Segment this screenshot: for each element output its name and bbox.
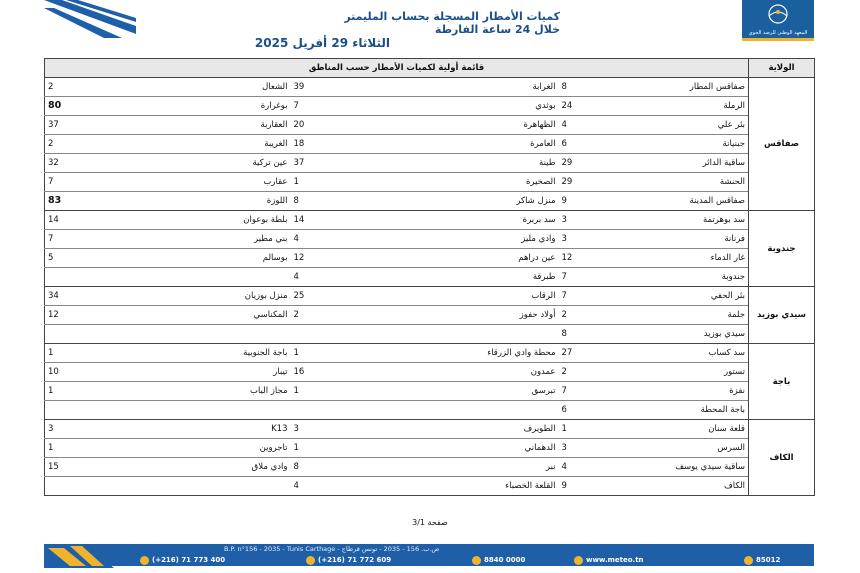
station-name-3: عقارب xyxy=(181,173,291,192)
station-name-2: القلعة الخصباء xyxy=(411,477,559,496)
rain-value-3: 7 xyxy=(45,230,181,249)
table-row xyxy=(45,439,815,458)
station-name-1: بئر علي xyxy=(599,116,749,135)
station-name-1: الكاف xyxy=(599,477,749,496)
report-date: الثلاثاء 29 أفريل 2025 xyxy=(254,36,390,50)
station-name-1: قلعة سنان xyxy=(599,420,749,439)
rain-value-2: 2 xyxy=(291,306,411,325)
footer-contacts xyxy=(134,554,814,566)
station-name-2: العامرة xyxy=(411,135,559,154)
phone-icon xyxy=(140,556,149,565)
table-row xyxy=(45,363,815,382)
station-name-3: اللوزة xyxy=(181,192,291,211)
page-footer xyxy=(44,538,814,568)
rain-value-1: 12 xyxy=(559,249,599,268)
region-name: باجة xyxy=(749,344,815,420)
table-row xyxy=(45,154,815,173)
table-row xyxy=(45,268,815,287)
station-name-1: باجة المحطة xyxy=(599,401,749,420)
table-row xyxy=(45,173,815,192)
page-number: صفحة 3/1 xyxy=(412,518,448,527)
rain-value-2: 1 xyxy=(291,382,411,401)
table-row xyxy=(45,287,815,306)
rain-value-1: 27 xyxy=(559,344,599,363)
table-row xyxy=(45,325,815,344)
table-row xyxy=(45,382,815,401)
station-name-3: المكناسي xyxy=(181,306,291,325)
station-name-3 xyxy=(181,325,291,344)
rain-value-1: 8 xyxy=(559,78,599,97)
rain-value-2: 7 xyxy=(291,97,411,116)
station-name-3: مجاز الباب xyxy=(181,382,291,401)
rain-value-2: 12 xyxy=(291,249,411,268)
footer-address: B.P. n°156 - 2035 - Tunis Carthage - ص.ب. 156 - 2035 - تونس قرطاج xyxy=(224,545,440,553)
station-name-3 xyxy=(181,477,291,496)
website-link[interactable]: www.meteo.tn xyxy=(574,554,644,566)
institute-logo xyxy=(742,0,814,41)
station-name-1: تستور xyxy=(599,363,749,382)
footer-stripes-icon xyxy=(44,538,134,568)
station-name-3: عين تركية xyxy=(181,154,291,173)
rain-value-3: 1 xyxy=(45,382,181,401)
rain-value-2: 1 xyxy=(291,439,411,458)
rain-value-2: 25 xyxy=(291,287,411,306)
rain-value-3 xyxy=(45,325,181,344)
short-code: 85012 xyxy=(744,554,780,566)
station-name-1: فرنانة xyxy=(599,230,749,249)
region-name: جندوبة xyxy=(749,211,815,287)
table-row xyxy=(45,458,815,477)
station-name-2: الدهماني xyxy=(411,439,559,458)
rain-value-3: 34 xyxy=(45,287,181,306)
station-name-3: العقاربة xyxy=(181,116,291,135)
table-row xyxy=(45,477,815,496)
rain-value-2: 4 xyxy=(291,230,411,249)
station-name-1: صفاقس المطار xyxy=(599,78,749,97)
rain-value-1: 3 xyxy=(559,439,599,458)
rain-value-3: 80 xyxy=(45,97,181,116)
station-name-3: منزل بوزيان xyxy=(181,287,291,306)
rain-value-3 xyxy=(45,268,181,287)
station-name-1: سد بوهرتمة xyxy=(599,211,749,230)
station-name-3: K13 xyxy=(181,420,291,439)
rain-value-3 xyxy=(45,477,181,496)
station-name-2: بوثدي xyxy=(411,97,559,116)
page-header xyxy=(0,0,860,58)
station-name-1: جلمة xyxy=(599,306,749,325)
station-name-3: تيبار xyxy=(181,363,291,382)
table-row xyxy=(45,249,815,268)
rain-value-2 xyxy=(291,325,411,344)
station-name-2: الطويرف xyxy=(411,420,559,439)
column-header-wilaya: الولاية xyxy=(749,59,815,78)
rain-value-2: 4 xyxy=(291,268,411,287)
rain-value-3: 14 xyxy=(45,211,181,230)
station-name-1: سد كساب xyxy=(599,344,749,363)
rain-value-1: 3 xyxy=(559,211,599,230)
table-row xyxy=(45,344,815,363)
station-name-2: طبرقة xyxy=(411,268,559,287)
station-name-2: نبر xyxy=(411,458,559,477)
rain-value-1: 8 xyxy=(559,325,599,344)
rain-value-1: 29 xyxy=(559,173,599,192)
station-name-1: جبنيانة xyxy=(599,135,749,154)
rain-value-2: 3 xyxy=(291,420,411,439)
rain-value-1: 6 xyxy=(559,135,599,154)
rain-value-1: 4 xyxy=(559,116,599,135)
station-name-1: ساقية سيدي يوسف xyxy=(599,458,749,477)
station-name-3: وادي ملاق xyxy=(181,458,291,477)
station-name-3: بوغرارة xyxy=(181,97,291,116)
station-name-1: السرس xyxy=(599,439,749,458)
rain-value-3: 32 xyxy=(45,154,181,173)
decorative-stripes-icon xyxy=(44,0,136,38)
web-icon xyxy=(574,556,583,565)
table-row xyxy=(45,306,815,325)
rain-value-2: 8 xyxy=(291,192,411,211)
rain-value-2: 8 xyxy=(291,458,411,477)
station-name-2: أولاد حفوز xyxy=(411,306,559,325)
rain-value-3: 2 xyxy=(45,78,181,97)
station-name-3: بني مطير xyxy=(181,230,291,249)
rain-value-2: 37 xyxy=(291,154,411,173)
rain-value-3: 1 xyxy=(45,439,181,458)
title-line-1: كميات الأمطار المسجلة بحساب المليمتر xyxy=(344,10,560,23)
rain-value-1: 4 xyxy=(559,458,599,477)
station-name-2: وادي مليز xyxy=(411,230,559,249)
rain-value-3: 37 xyxy=(45,116,181,135)
rain-value-2: 20 xyxy=(291,116,411,135)
station-name-2: عين دراهم xyxy=(411,249,559,268)
logo-caption: المعهد الوطني للرصد الجوي xyxy=(748,30,808,36)
rain-value-1: 2 xyxy=(559,306,599,325)
rain-value-3: 10 xyxy=(45,363,181,382)
rain-value-2: 4 xyxy=(291,477,411,496)
rain-value-3: 1 xyxy=(45,344,181,363)
rain-value-3: 12 xyxy=(45,306,181,325)
rain-value-1: 2 xyxy=(559,363,599,382)
station-name-3: تاجروين xyxy=(181,439,291,458)
rain-value-3: 2 xyxy=(45,135,181,154)
rain-value-2: 1 xyxy=(291,344,411,363)
station-name-2: الغرابة xyxy=(411,78,559,97)
rain-value-3 xyxy=(45,401,181,420)
station-name-1: نفزة xyxy=(599,382,749,401)
rain-value-1: 24 xyxy=(559,97,599,116)
rain-value-2 xyxy=(291,401,411,420)
table-row xyxy=(45,230,815,249)
phone-3: 8840 0000 xyxy=(472,554,525,566)
station-name-2: طينة xyxy=(411,154,559,173)
station-name-1: سيدي بوزيد xyxy=(599,325,749,344)
rain-value-3: 7 xyxy=(45,173,181,192)
table-body xyxy=(45,78,815,496)
station-name-3: الغريبة xyxy=(181,135,291,154)
rain-value-2: 14 xyxy=(291,211,411,230)
table-row xyxy=(45,401,815,420)
rain-value-3: 83 xyxy=(45,192,181,211)
table-row xyxy=(45,192,815,211)
station-name-2: الصخيرة xyxy=(411,173,559,192)
station-name-3: بوسالم xyxy=(181,249,291,268)
rain-value-2: 39 xyxy=(291,78,411,97)
station-name-2: محطة وادي الزرقاء xyxy=(411,344,559,363)
station-name-2 xyxy=(411,325,559,344)
rain-value-1: 3 xyxy=(559,230,599,249)
station-name-2: سد بربرة xyxy=(411,211,559,230)
table-row xyxy=(45,97,815,116)
station-name-3 xyxy=(181,268,291,287)
station-name-2: منزل شاكر xyxy=(411,192,559,211)
rain-value-1: 9 xyxy=(559,477,599,496)
rain-value-3: 5 xyxy=(45,249,181,268)
table-row xyxy=(45,135,815,154)
station-name-1: بئر الحفي xyxy=(599,287,749,306)
region-name: صفاقس xyxy=(749,78,815,211)
station-name-3: باجة الجنوبية xyxy=(181,344,291,363)
station-name-2: الرقاب xyxy=(411,287,559,306)
rain-value-1: 6 xyxy=(559,401,599,420)
rain-value-2: 18 xyxy=(291,135,411,154)
hotline-icon xyxy=(472,556,481,565)
station-name-3: بلطة بوعوان xyxy=(181,211,291,230)
station-name-1: الرملة xyxy=(599,97,749,116)
station-name-1: الحنشة xyxy=(599,173,749,192)
phone-1: (+216) 71 773 400 xyxy=(140,554,225,566)
station-name-2: الظهاهرة xyxy=(411,116,559,135)
rain-value-1: 1 xyxy=(559,420,599,439)
title-line-2: خلال 24 ساعة الفارطة xyxy=(434,23,560,36)
rainfall-table xyxy=(44,58,815,496)
phone-2: (+216) 71 772 609 xyxy=(306,554,391,566)
station-name-2: تبرسق xyxy=(411,382,559,401)
rain-value-1: 7 xyxy=(559,268,599,287)
rain-value-2: 16 xyxy=(291,363,411,382)
station-name-3 xyxy=(181,401,291,420)
report-title xyxy=(344,10,560,36)
station-name-3: الشعال xyxy=(181,78,291,97)
table-row xyxy=(45,420,815,439)
rain-value-1: 29 xyxy=(559,154,599,173)
rain-value-3: 3 xyxy=(45,420,181,439)
station-name-1: غار الدماء xyxy=(599,249,749,268)
institute-emblem-icon xyxy=(742,2,814,30)
column-header-list: قائمة أولية لكميات الأمطار حسب المناطق xyxy=(45,59,749,78)
region-name: الكاف xyxy=(749,420,815,496)
station-name-2 xyxy=(411,401,559,420)
rain-value-1: 7 xyxy=(559,382,599,401)
table-header-row xyxy=(45,59,815,78)
rain-value-3: 15 xyxy=(45,458,181,477)
station-name-1: ساقية الدائر xyxy=(599,154,749,173)
rain-value-1: 7 xyxy=(559,287,599,306)
rain-value-1: 9 xyxy=(559,192,599,211)
table-row xyxy=(45,78,815,97)
table-row xyxy=(45,116,815,135)
station-name-1: صفاقس المدينة xyxy=(599,192,749,211)
table-row xyxy=(45,211,815,230)
station-name-2: عمدون xyxy=(411,363,559,382)
region-name: سيدي بوزيد xyxy=(749,287,815,344)
sms-icon xyxy=(744,556,753,565)
station-name-1: جندوبة xyxy=(599,268,749,287)
fax-icon xyxy=(306,556,315,565)
rain-value-2: 1 xyxy=(291,173,411,192)
